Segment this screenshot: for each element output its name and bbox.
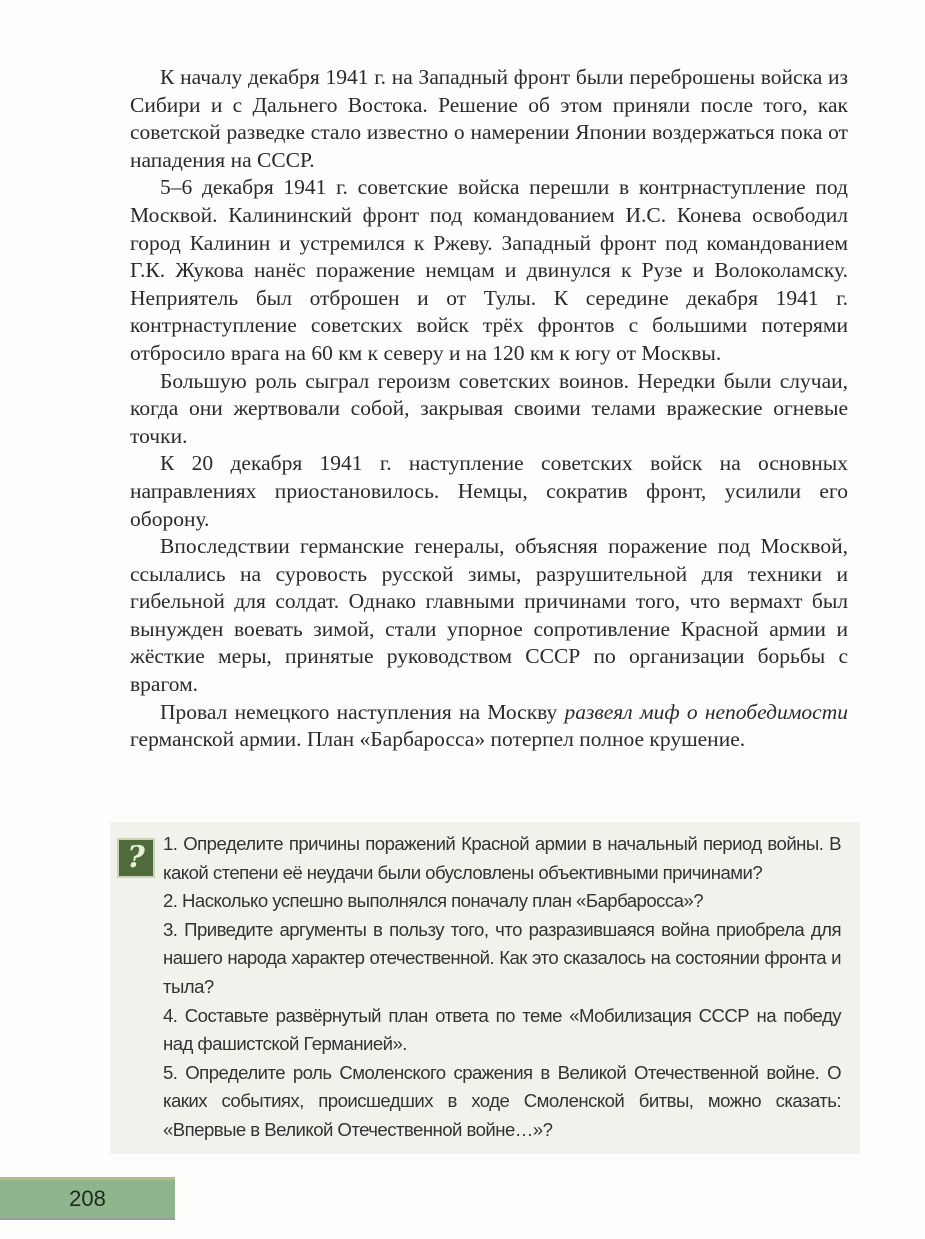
paragraph: Впоследствии германские генералы, объясняя поражение под Москвой, ссылались на суровость русской зимы, разрушительной для техники и гибельной для солдат. Однако главными причинами того, что вермахт был вынужден воевать зимой, стали упорное сопротивление Красной армии и жёсткие меры, принятые руководством СССР по организации борьбы с врагом.: [130, 534, 848, 697]
text: Провал немецкого наступления на Москву: [160, 699, 565, 724]
paragraph: Большую роль сыграл героизм советских воинов. Нередки были случаи, когда они жертвовали собой, закрывая своими телами вражеские огневые точки.: [130, 368, 848, 448]
paragraph: К 20 декабря 1941 г. наступление советских войск на основных направлениях приостановилось. Немцы, сократив фронт, усилили его оборону.: [130, 451, 848, 531]
paragraph: К началу декабря 1941 г. на Западный фронт были переброшены войска из Сибири и с Дальнего Востока. Решение об этом приняли после того, как советской разведке стало известно о намерении Японии воздержаться пока от нападения на СССР.: [130, 65, 848, 172]
question-item: 2. Насколько успешно выполнялся поначалу план «Барбаросса»?: [163, 890, 703, 912]
questions-list: [163, 830, 841, 1145]
paragraph: [130, 699, 848, 754]
question-icon: ?: [117, 838, 155, 878]
page-number: 208: [69, 1186, 106, 1211]
question-item: 3. Приведите аргументы в пользу того, что разразившаяся война приобрела для нашего народа характер отечественной. Как это сказалось на состоянии фронта и тыла?: [163, 918, 841, 997]
question-item: 5. Определите роль Смоленского сражения в Великой Отечественной войне. О каких событиях, происшедших в ходе Смоленской битвы, можно сказать: «Впервые в Великой Отечественной войне…»?: [163, 1061, 841, 1140]
page-number-bar: [0, 1177, 175, 1220]
main-text: [130, 64, 848, 754]
question-item: 4. Составьте развёрнутый план ответа по теме «Мобилизация СССР на победу над фашистской Германией».: [163, 1004, 841, 1055]
question-item: 1. Определите причины поражений Красной армии в начальный период войны. В какой степени её неудачи были обусловлены объективными причинами?: [163, 833, 841, 883]
paragraph: 5–6 декабря 1941 г. советские войска перешли в контрнаступление под Москвой. Калининский фронт под командованием И.С. Конева освободил город Калинин и устремился к Ржеву. Западный фронт под командованием Г.К. Жукова нанёс поражение немцам и двинулся к Рузе и Волоколамску. Неприятель был отброшен и от Тулы. К середине декабря 1941 г. контрнаступление советских войск трёх фронтов с большими потерями отбросило врага на 60 км к северу и на 120 км к югу от Москвы.: [130, 175, 848, 365]
emphasis-text: развеял миф о непобедимости: [564, 699, 848, 724]
text: германской армии. План «Барбаросса» потерпел полное крушение.: [130, 727, 746, 752]
